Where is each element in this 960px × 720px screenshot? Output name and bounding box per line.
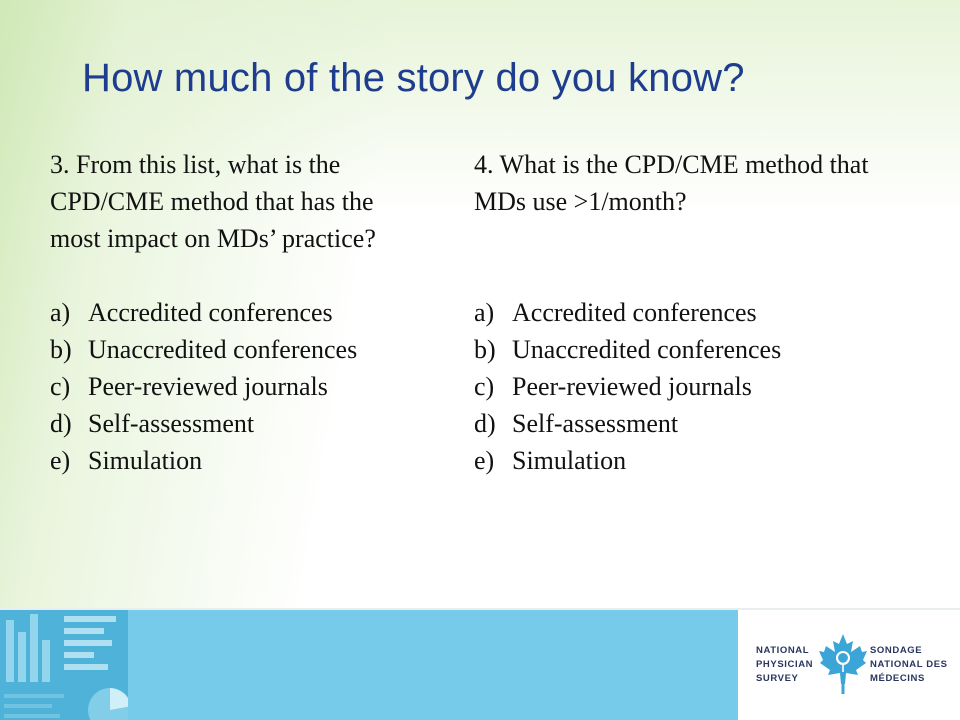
option-d — [474, 405, 894, 442]
logo-line: SURVEY — [756, 673, 799, 684]
options-list — [474, 294, 894, 479]
option-letter: d) — [50, 409, 72, 438]
option-e — [474, 442, 894, 479]
option-letter: a) — [50, 298, 71, 327]
logo-text-fr — [870, 644, 960, 686]
option-d — [50, 405, 430, 442]
logo-line: PHYSICIAN — [756, 659, 814, 670]
chart-graphic-icon — [0, 610, 128, 720]
option-label: Unaccredited conferences — [88, 335, 358, 364]
logo-line: NATIONAL — [756, 645, 810, 656]
option-letter: b) — [50, 335, 72, 364]
option-label: Self-assessment — [512, 409, 679, 438]
option-label: Peer-reviewed journals — [88, 372, 328, 401]
logo-text-en — [756, 644, 826, 686]
option-label: Accredited conferences — [512, 298, 757, 327]
option-a — [50, 294, 430, 331]
question-text: 3. From this list, what is the CPD/CME method that has the most impact on MDs’ practice? — [50, 150, 376, 253]
slide-title: How much of the story do you know? — [82, 56, 745, 100]
option-letter: e) — [50, 446, 71, 475]
option-letter: d) — [474, 409, 496, 438]
option-label: Unaccredited conferences — [512, 335, 782, 364]
logo-line: MÉDECINS — [870, 673, 925, 684]
option-letter: b) — [474, 335, 496, 364]
option-b — [474, 331, 894, 368]
national-physician-survey-logo — [738, 610, 960, 720]
maple-leaf-icon — [818, 632, 868, 696]
option-label: Peer-reviewed journals — [512, 372, 752, 401]
option-e — [50, 442, 430, 479]
options-list — [50, 294, 430, 479]
footer-chart-graphic — [0, 610, 128, 720]
question-3 — [50, 146, 430, 479]
option-c — [474, 368, 894, 405]
option-c — [50, 368, 430, 405]
option-letter: c) — [474, 372, 495, 401]
logo-line: NATIONAL DES — [870, 659, 948, 670]
option-label: Self-assessment — [88, 409, 255, 438]
option-label: Accredited conferences — [88, 298, 333, 327]
option-label: Simulation — [88, 446, 203, 475]
question-4 — [474, 146, 894, 479]
option-b — [50, 331, 430, 368]
option-label: Simulation — [512, 446, 627, 475]
option-letter: a) — [474, 298, 495, 327]
logo-line: SONDAGE — [870, 645, 923, 656]
option-a — [474, 294, 894, 331]
footer-band — [128, 610, 738, 720]
footer — [0, 608, 960, 720]
option-letter: c) — [50, 372, 71, 401]
option-letter: e) — [474, 446, 495, 475]
question-text: 4. What is the CPD/CME method that MDs use >1/month? — [474, 150, 869, 216]
